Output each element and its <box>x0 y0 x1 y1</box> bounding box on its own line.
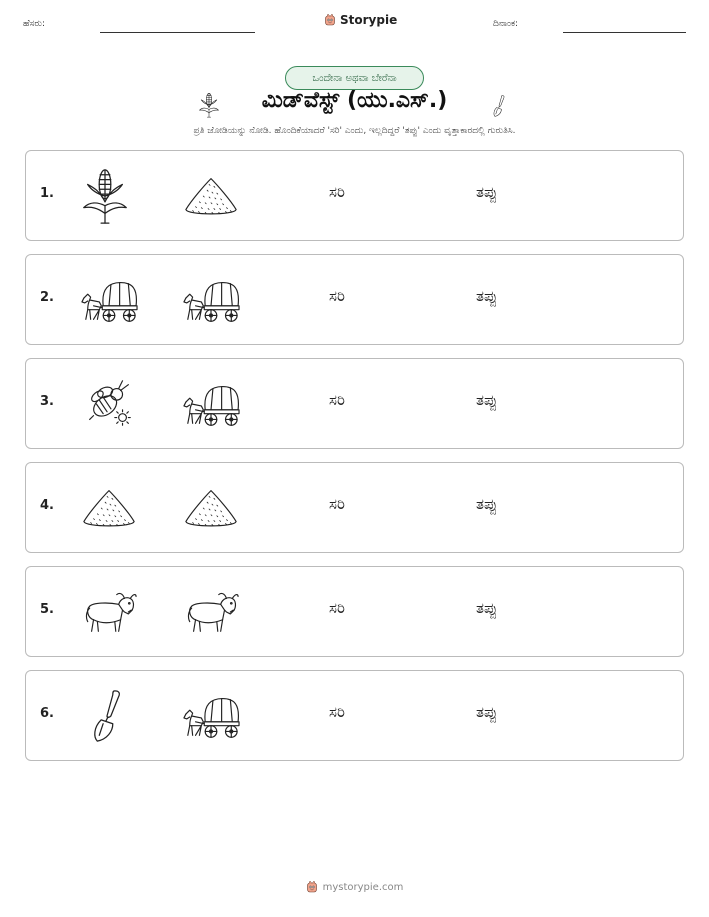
grain-pile-icon <box>180 479 242 537</box>
covered-wagon-icon <box>180 375 242 433</box>
name-line[interactable] <box>100 32 255 33</box>
date-label: ದಿನಾಂಕ: <box>493 19 519 29</box>
false-option[interactable]: ತಪ್ಪು <box>476 391 498 409</box>
false-option[interactable]: ತಪ್ಪು <box>476 703 498 721</box>
true-option[interactable]: ಸರಿ <box>329 391 345 409</box>
name-label: ಹೆಸರು: <box>23 19 46 29</box>
covered-wagon-icon <box>180 687 242 745</box>
question-number: 5. <box>40 602 54 617</box>
true-option[interactable]: ಸರಿ <box>329 183 345 201</box>
question-number: 6. <box>40 706 54 721</box>
true-option[interactable]: ಸರಿ <box>329 287 345 305</box>
footer <box>0 880 709 894</box>
false-option[interactable]: ತಪ್ಪು <box>476 183 498 201</box>
covered-wagon-icon <box>180 271 242 329</box>
grain-pile-icon <box>78 479 140 537</box>
page-title: ಮಿಡ್‌ವೆಸ್ಟ್ (ಯು.ಎಸ್.) <box>261 88 448 113</box>
question-number: 4. <box>40 498 54 513</box>
question-row <box>25 462 684 553</box>
covered-wagon-icon <box>78 271 140 329</box>
worksheet-header <box>0 0 709 40</box>
false-option[interactable]: ತಪ್ಪು <box>476 599 498 617</box>
true-option[interactable]: ಸರಿ <box>329 495 345 513</box>
storypie-logo-icon <box>306 880 318 894</box>
date-line[interactable] <box>563 32 686 33</box>
question-row <box>25 150 684 241</box>
bee-icon <box>78 375 140 433</box>
question-row <box>25 358 684 449</box>
ox-icon <box>180 583 242 641</box>
question-number: 3. <box>40 394 54 409</box>
false-option[interactable]: ತಪ್ಪು <box>476 495 498 513</box>
question-row <box>25 670 684 761</box>
corn-icon <box>74 167 136 225</box>
brand-name: Storypie <box>340 13 398 27</box>
storypie-logo-icon <box>324 13 336 27</box>
true-option[interactable]: ಸರಿ <box>329 703 345 721</box>
trowel-icon <box>487 90 511 122</box>
ox-icon <box>78 583 140 641</box>
false-option[interactable]: ತಪ್ಪು <box>476 287 498 305</box>
question-number: 1. <box>40 186 54 201</box>
question-number: 2. <box>40 290 54 305</box>
instructions: ಪ್ರತಿ ಜೋಡಿಯನ್ನು ನೋಡಿ. ಹೊಂದಿಕೆಯಾದರೆ 'ಸರಿ' ಎಂದು, ಇಲ್ಲದಿದ್ದರೆ 'ತಪ್ಪು' ಎಂದು ವೃತ್ತಾಕಾರದಲ್ಲಿ ಗುರುತಿಸಿ. <box>193 126 516 136</box>
trowel-icon <box>76 687 138 745</box>
question-row <box>25 254 684 345</box>
worksheet-type-badge: ಒಂದೇನಾ ಅಥವಾ ಬೇರೆನಾ <box>285 66 424 90</box>
footer-url[interactable]: mystorypie.com <box>322 881 404 893</box>
question-row <box>25 566 684 657</box>
grain-pile-icon <box>180 167 242 225</box>
brand <box>324 13 397 27</box>
true-option[interactable]: ಸರಿ <box>329 599 345 617</box>
